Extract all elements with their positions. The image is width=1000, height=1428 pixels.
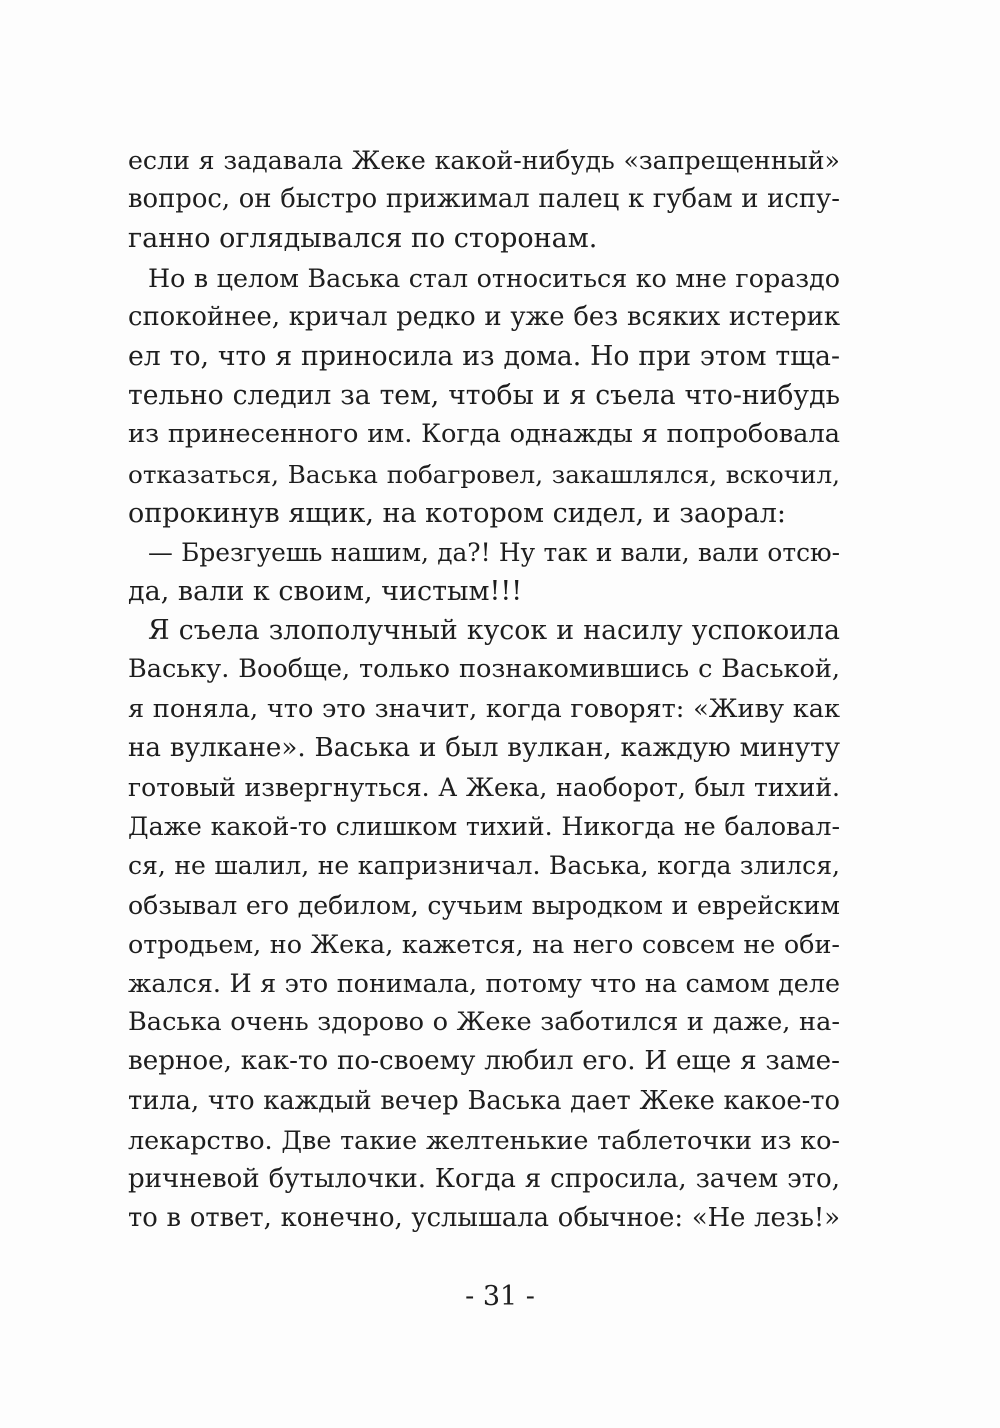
text-line: ел то, что я приносила из дома. Но при этом тща- <box>128 340 840 372</box>
text-line: обзывал его дебилом, сучьим выродком и еврейским <box>128 890 840 920</box>
text-line: Васька очень здорово о Жеке заботился и даже, на- <box>128 1007 840 1038</box>
text-line: отказаться, Васька побагровел, закашлялся, вскочил, <box>128 459 840 489</box>
text-line: да, вали к своим, чистым!!! <box>128 576 523 608</box>
text-line: тила, что каждый вечер Васька дает Жеке какое-то <box>128 1085 840 1116</box>
text-line: жался. И я это понимала, потому что на самом деле <box>128 967 840 998</box>
text-line: я поняла, что это значит, когда говорят: «Живу как <box>128 693 840 724</box>
text-line: тельно следил за тем, чтобы и я съела что-нибудь <box>128 380 840 412</box>
text-line: готовый извергнуться. А Жека, наоборот, был тихий. <box>128 773 840 802</box>
body-text <box>128 141 840 1238</box>
text-line: Ваську. Вообще, только познакомившись с Васькой, <box>128 654 840 685</box>
page-number: - 31 - <box>465 1281 535 1312</box>
text-line: отродьем, но Жека, кажется, на него совсем не оби- <box>128 928 840 959</box>
text-line: верное, как-то по-своему любил его. И еще я заме- <box>128 1046 840 1077</box>
text-line: Но в целом Васька стал относиться ко мне гораздо <box>148 262 840 293</box>
text-line: ричневой бутылочки. Когда я спросила, зачем это, <box>128 1163 840 1194</box>
text-line: лекарство. Две такие желтенькие таблеточки из ко- <box>128 1124 840 1155</box>
text-line: — Брезгуешь нашим, да?! Ну так и вали, вали отсю- <box>148 537 840 567</box>
text-line: из принесенного им. Когда однажды я попробовала <box>128 419 840 450</box>
text-line: Даже какой-то слишком тихий. Никогда не баловал- <box>128 812 840 842</box>
text-line: опрокинув ящик, на котором сидел, и заорал: <box>128 497 786 529</box>
text-line: вопрос, он быстро прижимал палец к губам и испу- <box>128 184 840 215</box>
text-line: то в ответ, конечно, услышала обычное: «Не лезь!» <box>128 1203 840 1234</box>
text-line: ганно оглядывался по сторонам. <box>128 223 598 255</box>
text-line: Я съела злополучный кусок и насилу успокоила <box>148 615 840 647</box>
text-line: если я задавала Жеке какой-нибудь «запрещенный» <box>128 146 840 175</box>
text-line: ся, не шалил, не капризничал. Васька, когда злился, <box>128 851 840 881</box>
text-line: на вулкане». Васька и был вулкан, каждую минуту <box>128 732 840 763</box>
text-line: спокойнее, кричал редко и уже без всяких истерик <box>128 301 840 332</box>
